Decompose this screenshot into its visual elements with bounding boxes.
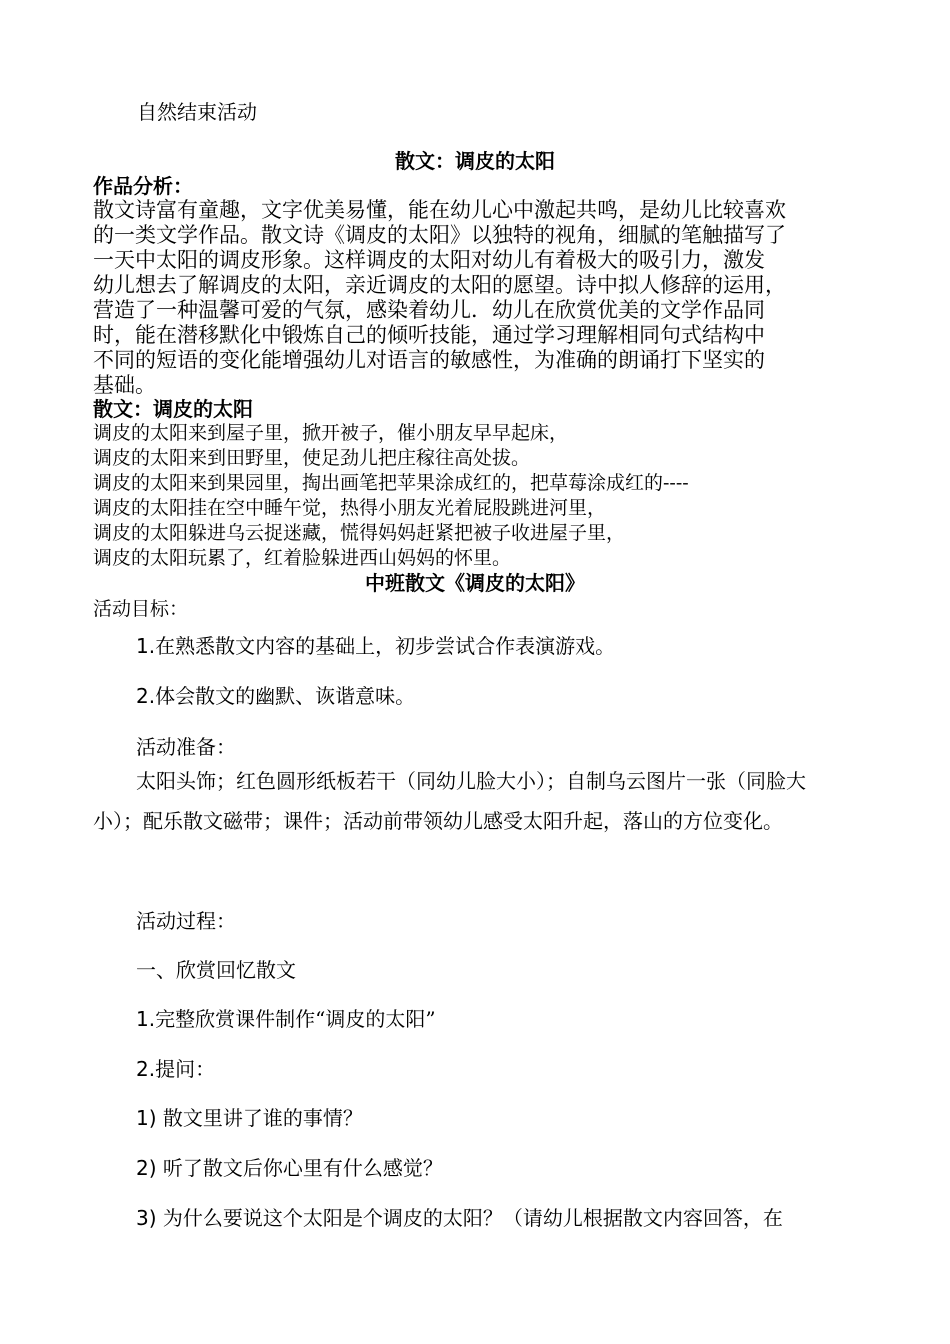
question-item-2 bbox=[136, 1155, 443, 1181]
lesson-title: 中班散文《调皮的太阳》 bbox=[365, 571, 585, 595]
goal-number: 2. bbox=[136, 684, 156, 708]
prose-line: 调皮的太阳挂在空中睡午觉，热得小朋友光着屁股跳进河里， bbox=[93, 497, 607, 519]
prep-label: 活动准备： bbox=[136, 735, 236, 759]
title-prose-sun: 散文：调皮的太阳 bbox=[395, 149, 555, 173]
prose-heading: 散文：调皮的太阳 bbox=[93, 397, 253, 421]
analysis-line: 时，能在潜移默化中锻炼自己的倾听技能，通过学习理解相同句式结构中 bbox=[93, 323, 765, 347]
analysis-line: 散文诗富有童趣，文字优美易懂，能在幼儿心中激起共鸣，是幼儿比较喜欢 bbox=[93, 198, 786, 222]
question-item-3 bbox=[136, 1205, 783, 1231]
question-text: 听了散文后你心里有什么感觉？ bbox=[162, 1156, 443, 1180]
analysis-heading: 作品分析： bbox=[93, 174, 193, 198]
analysis-line: 一天中太阳的调皮形象。这样调皮的太阳对幼儿有着极大的吸引力，激发 bbox=[93, 248, 765, 272]
question-number: 2) bbox=[136, 1156, 157, 1180]
question-text: 为什么要说这个太阳是个调皮的太阳？（请幼儿根据散文内容回答，在 bbox=[162, 1206, 783, 1230]
prose-line: 调皮的太阳来到屋子里，掀开被子，催小朋友早早起床， bbox=[93, 422, 569, 444]
prep-line: 太阳头饰；红色圆形纸板若干（同幼儿脸大小）；自制乌云图片一张（同脸大 bbox=[136, 769, 806, 793]
prose-line: 调皮的太阳来到田野里，使足劲儿把庄稼往高处拔。 bbox=[93, 447, 531, 469]
closing-activity-text: 自然结束活动 bbox=[137, 100, 257, 124]
step-text: 提问： bbox=[155, 1057, 216, 1081]
prep-line: 小）；配乐散文磁带；课件；活动前带领幼儿感受太阳升起，落山的方位变化。 bbox=[93, 809, 783, 833]
analysis-line: 营造了一种温馨可爱的气氛，感染着幼儿．幼儿在欣赏优美的文学作品同 bbox=[93, 298, 765, 322]
analysis-line: 不同的短语的变化能增强幼儿对语言的敏感性，为准确的朗诵打下坚实的 bbox=[93, 348, 765, 372]
step-number: 2. bbox=[136, 1057, 156, 1081]
prose-line: 调皮的太阳玩累了，红着脸躲进西山妈妈的怀里。 bbox=[93, 547, 512, 569]
section-heading: 一、欣赏回忆散文 bbox=[136, 958, 296, 982]
goal-text: 在熟悉散文内容的基础上，初步尝试合作表演游戏。 bbox=[155, 634, 616, 658]
step-number: 1. bbox=[136, 1007, 156, 1031]
analysis-line: 基础。 bbox=[93, 373, 156, 397]
prose-line: 调皮的太阳来到果园里，掏出画笔把苹果涂成红的，把草莓涂成红的---- bbox=[93, 472, 689, 494]
goal-number: 1. bbox=[136, 634, 156, 658]
question-number: 3) bbox=[136, 1206, 157, 1230]
question-item-1 bbox=[136, 1105, 363, 1131]
question-number: 1) bbox=[136, 1106, 157, 1130]
goal-item-2 bbox=[136, 683, 415, 709]
question-text: 散文里讲了谁的事情？ bbox=[162, 1106, 363, 1130]
goals-label: 活动目标： bbox=[93, 598, 189, 620]
goal-item-1 bbox=[136, 633, 615, 659]
analysis-line: 幼儿想去了解调皮的太阳，亲近调皮的太阳的愿望。诗中拟人修辞的运用， bbox=[93, 273, 786, 297]
prose-line: 调皮的太阳躲进乌云捉迷藏，慌得妈妈赶紧把被子收进屋子里， bbox=[93, 522, 626, 544]
process-label: 活动过程： bbox=[136, 909, 236, 933]
goal-text: 体会散文的幽默、诙谐意味。 bbox=[155, 684, 416, 708]
step-item-1 bbox=[136, 1006, 436, 1032]
step-text: 完整欣赏课件制作“调皮的太阳” bbox=[155, 1007, 436, 1031]
analysis-line: 的一类文学作品。散文诗《调皮的太阳》以独特的视角，细腻的笔触描写了 bbox=[93, 223, 786, 247]
step-item-2 bbox=[136, 1056, 215, 1082]
